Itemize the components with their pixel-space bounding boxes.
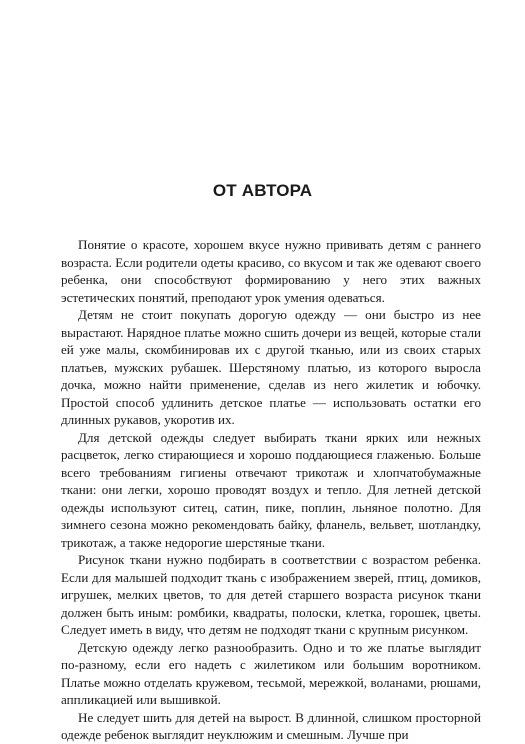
paragraph-5: Детскую одежду легко разнообразить. Одно и то же платье выглядит по-разному, если его надеть с жилетиком или большим воротником. Платье можно отделать кружевом, тесьмой, мережкой, воланами, рюшами, аппликацией или вышивкой. — [61, 639, 481, 707]
paragraph-3: Для детской одежды следует выбирать ткани ярких или нежных расцветок, легко стирающиеся и хорошо поддающиеся глаженью. Больше всего требованиям гигиены отвечают трикотаж и хлопчатобумажные ткани: они легки, хорошо проводят воздух и тепло. Для летней детской одежды используют ситец, сатин, пике, поплин, льняное полотно. Для зимнего сезона можно рекомендовать байку, фланель, вельвет, шотландку, трикотаж, а также недорогие шерстяные ткани. — [61, 429, 481, 550]
body-text — [61, 236, 481, 744]
paragraph-2: Детям не стоит покупать дорогую одежду — они быстро из нее вырастают. Нарядное платье можно сшить дочери из вещей, которые стали ей уже малы, скомбинировав их с другой тканью, или из своих старых платьев, мужских рубашек. Шерстяному платью, из которого выросла дочка, можно найти применение, сделав из него жилетик и юбочку. Простой способ удлинить детское платье — использовать остатки его длинных рукавов, укоротив их. — [61, 307, 481, 427]
paragraph-6: Не следует шить для детей на вырост. В длинной, слишком просторной одежде ребенок выглядит неуклюжим и смешным. Лучше при — [61, 709, 481, 742]
paragraph-4: Рисунок ткани нужно подбирать в соответствии с возрастом ребенка. Если для малышей подходит ткань с изображением зверей, птиц, домиков, игрушек, мелких цветов, то для детей старшего возраста рисунок ткани должен быть иным: ромбики, квадраты, полоски, клетка, горошек, цветы. Следует иметь в виду, что детям не подходят ткани с крупным рисунком. — [61, 552, 481, 637]
paragraph-1: Понятие о красоте, хорошем вкусе нужно прививать детям с раннего возраста. Если родители одеты красиво, со вкусом и так же одевают своего ребенка, они способствуют формированию у него этих важных эстетических понятий, преподают урок умения одеваться. — [61, 237, 481, 305]
page-title: ОТ АВТОРА — [212, 181, 313, 200]
